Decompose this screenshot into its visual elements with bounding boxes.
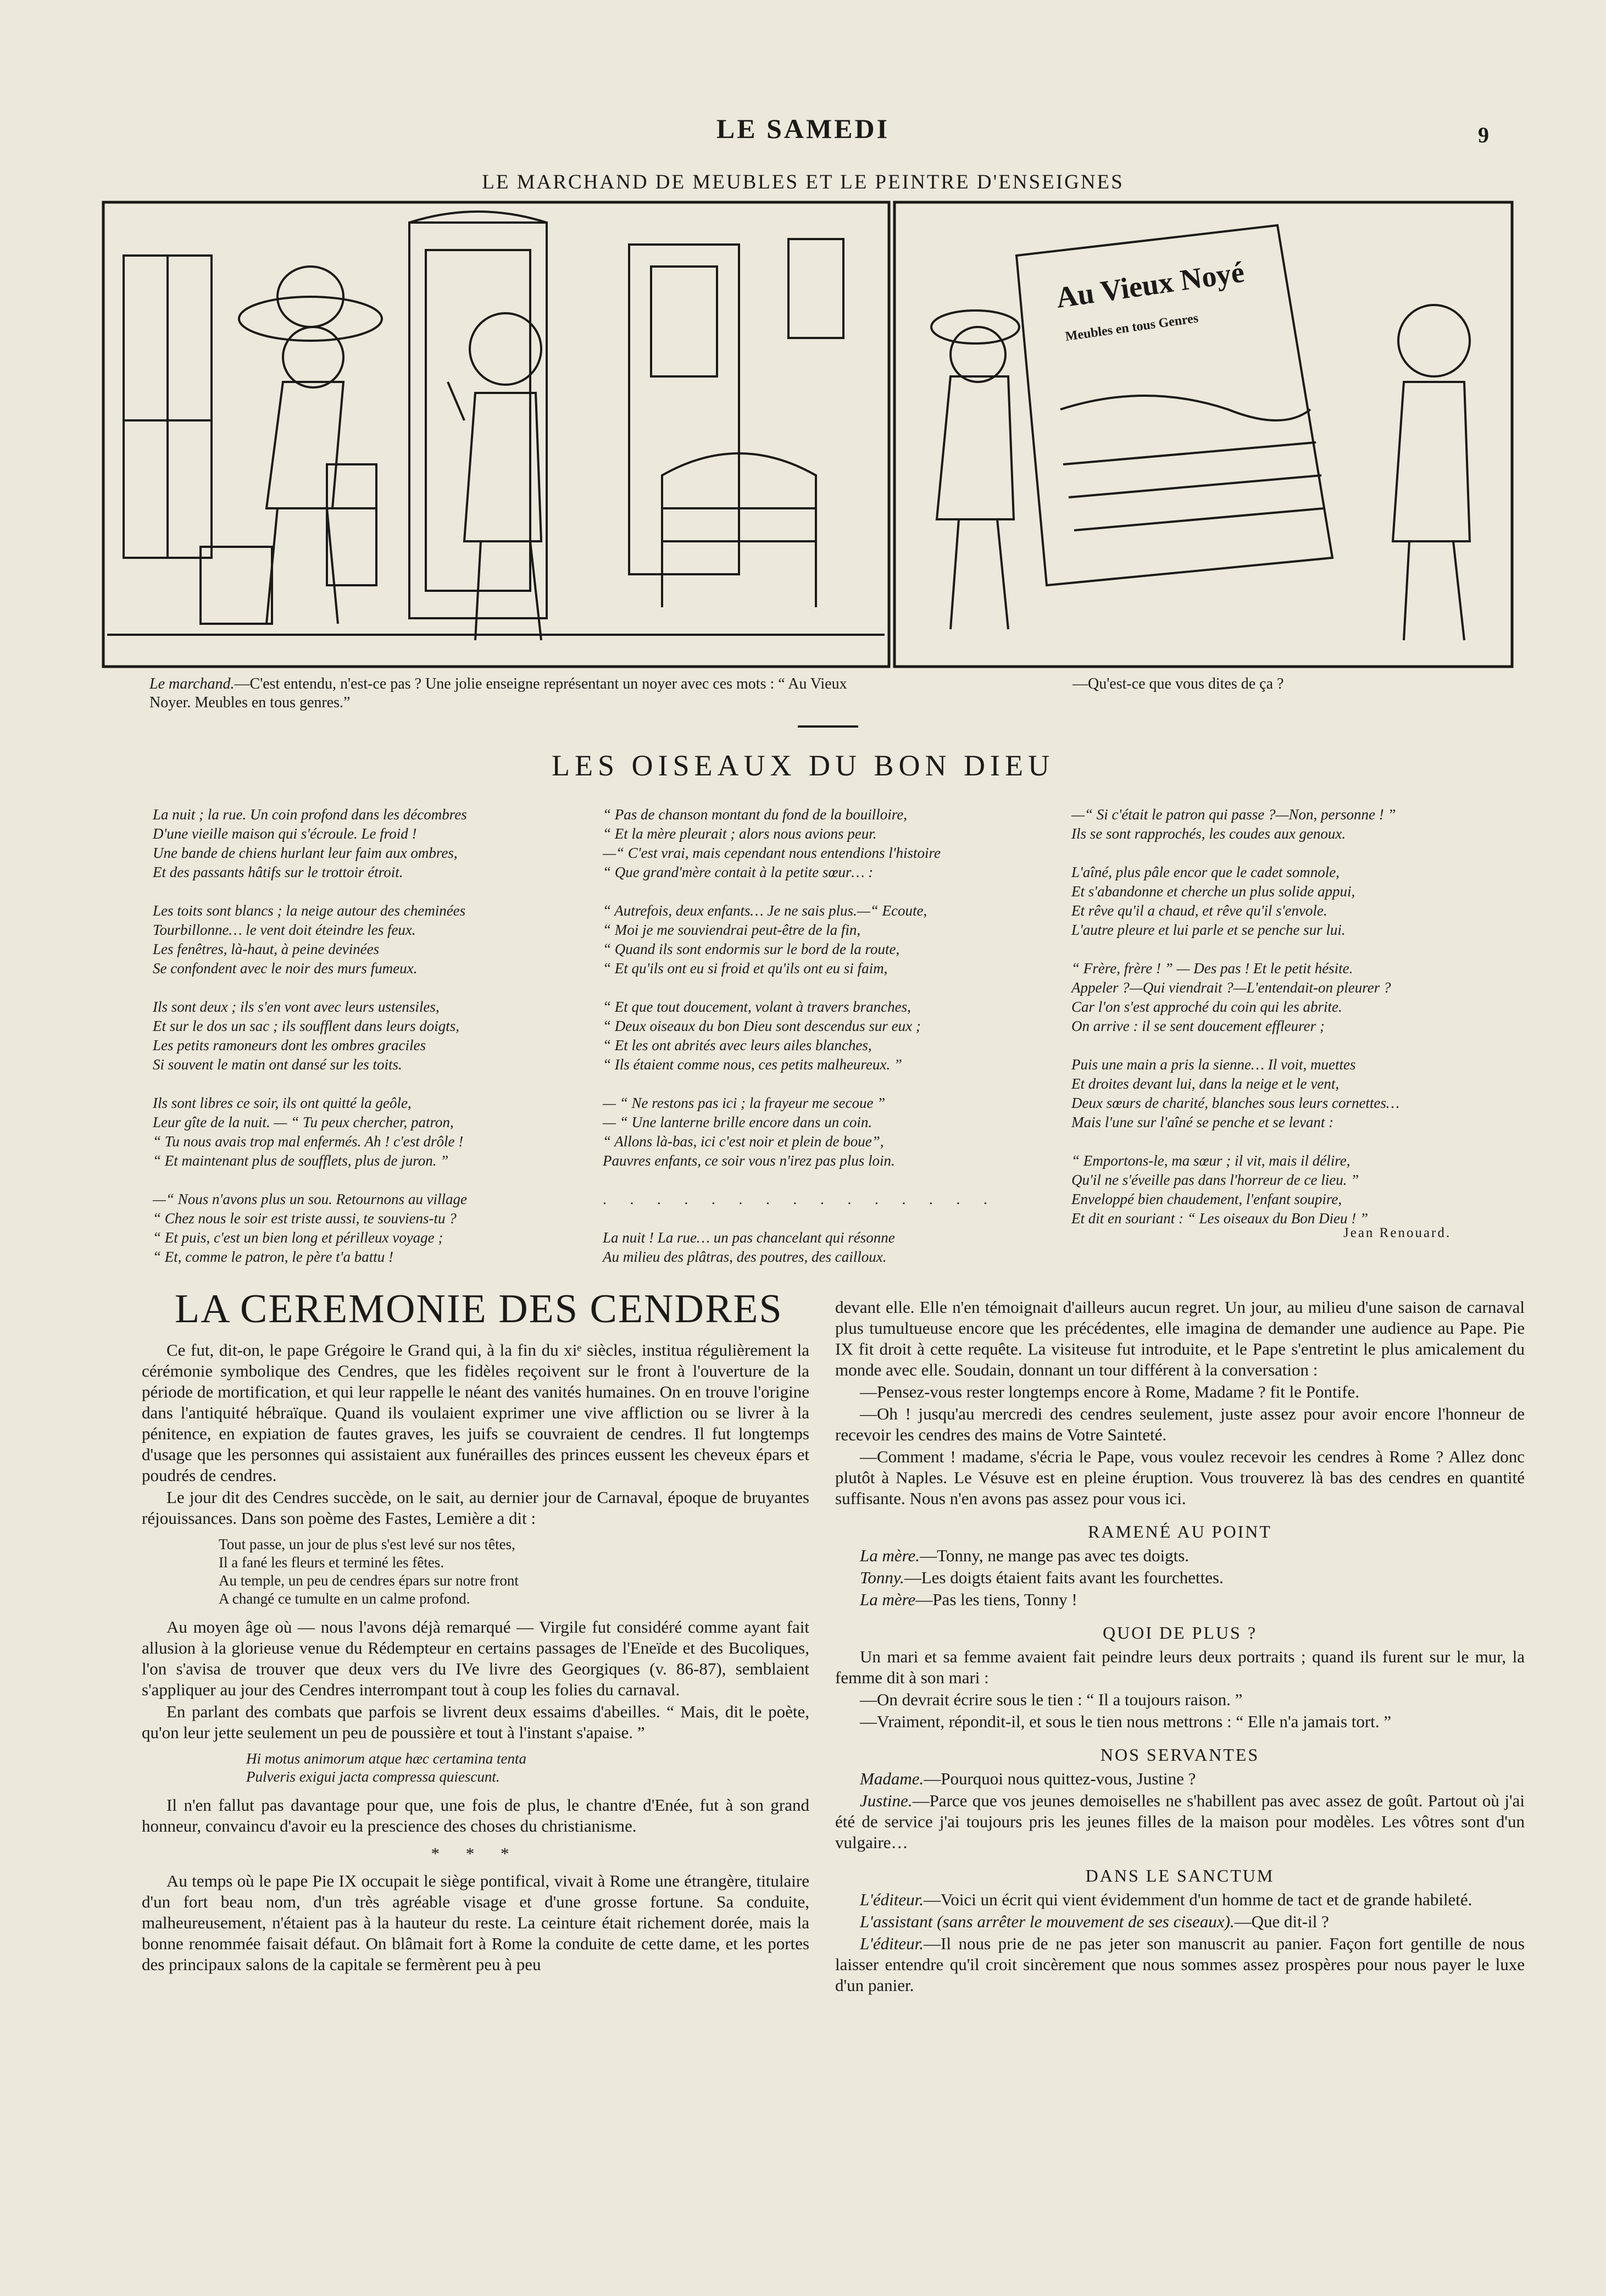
dialog-line: —Les doigts étaient faits avant les fourchettes. xyxy=(904,1568,1224,1587)
article-paragraph: Le jour dit des Cendres succède, on le sait, au dernier jour de Carnaval, époque de bruyantes réjouissances. Dans son poème des Fastes, Lemière a dit : xyxy=(142,1488,809,1528)
article-paragraph: Ce fut, dit-on, le pape Grégoire le Grand qui, à la fin du xiᵉ siècles, institua régulièrement la cérémonie symbolique des Cendres, que les fidèles reçoivent sur le front à l'ouverture de la période de mortification, et qui leur rappelle le néant des vanités humaines. On en trouve l'origine dans l'antiquité hébraïque. Quand ils voulaient exprimer une vive affliction ou se livrer à la pénitence, en expiation de fautes graves, les juifs se couvraient de cendres. Il fut longtemps d'usage que les personnes qui assistaient aux funérailles des princes eussent les cheveux épars et poudrés de cendres. xyxy=(142,1340,809,1485)
caption-left-text: —C'est entendu, n'est-ce pas ? Une jolie enseigne représentant un noyer avec ces mots : “ Au Vieux Noyer. Meubles en tous genres.” xyxy=(149,675,847,711)
dialog-line: —Voici un écrit qui vient évidemment d'un homme de tact et de grande habileté. xyxy=(924,1890,1472,1909)
poem-stanza: — “ Ne restons pas ici ; la frayeur me secoue ” — “ Une lanterne brille encore dans un coin. “ Allons là-bas, ici c'est noir et plein de boue”, Pauvres enfants, ce soir vous n'irez pas plus loin. xyxy=(603,1095,895,1169)
dialog-line: —Il nous prie de ne pas jeter son manuscrit au panier. Façon fort gentille de nous laisser entendre qu'il croit sincèrement que nous sommes assez prospères pour nous payer le luxe d'un panier. xyxy=(835,1934,1525,1995)
anecdote-paragraph: —On devrait écrire sous le tien : “ Il a toujours raison. ” xyxy=(860,1690,1243,1709)
dialog-speaker: Justine. xyxy=(860,1791,913,1810)
dialog-speaker: L'éditeur. xyxy=(860,1890,924,1909)
article-paragraph: —Comment ! madame, s'écria le Pape, vous voulez recevoir les cendres à Rome ? Allez donc plutôt à Naples. Le Vésuve est en pleine éruption. Vous trouverez là bas des cendres en quantité suffisante. Nous n'en avons pas assez pour vous ici. xyxy=(835,1447,1525,1508)
poem-stanza: “ Autrefois, deux enfants… Je ne sais plus.—“ Ecoute, “ Moi je me souviendrai peut-être de la fin, “ Quand ils sont endormis sur le bord de la route, “ Et qu'ils ont eu si froid et qu'ils ont eu si faim, xyxy=(603,902,927,977)
poem-stanza: Ils sont deux ; ils s'en vont avec leurs ustensiles, Et sur le dos un sac ; ils soufflent dans leurs doigts, Les petits ramoneurs dont les ombres graciles Si souvent le matin ont dansé sur les toits. xyxy=(153,999,460,1073)
anecdote-ramene-au-point xyxy=(835,1545,1525,1610)
dialog-speaker: L'assistant (sans arrêter le mouvement de ses ciseaux). xyxy=(860,1912,1235,1931)
dialog-speaker: La mère. xyxy=(860,1546,920,1565)
page-number: 9 xyxy=(1478,123,1489,147)
cartoon-title: LE MARCHAND DE MEUBLES ET LE PEINTRE D'ENSEIGNES xyxy=(482,171,1124,193)
article-paragraph: Au temps où le pape Pie IX occupait le siège pontifical, vivait à Rome une étrangère, titulaire d'un fort beau nom, d'un très agréable visage et d'une grosse fortune. Sa conduite, malheureusement, n'étaient pas à la hauteur du reste. La ceinture était richement dorée, mais la bonne renommée faisait défaut. On blâmait fort à Rome la conduite de cette dame, et les portes des principaux salons de la capitale se fermèrent peu à peu xyxy=(142,1871,809,1974)
article-paragraph: Il n'en fallut pas davantage pour que, une fois de plus, le chantre d'Enée, fut à son grand honneur, convaincu d'avoir eu la prescience des choses du christianisme. xyxy=(142,1795,809,1835)
cartoon-caption-right: —Qu'est-ce que vous dites de ça ? xyxy=(1072,675,1284,692)
masthead: LE SAMEDI xyxy=(716,113,890,144)
anecdote-title: NOS SERVANTES xyxy=(1100,1745,1260,1765)
poem-stanza: L'aîné, plus pâle encor que le cadet somnole, Et s'abandonne et cherche un plus solide appui, Et rêve qu'il a chaud, et rêve qu'il s'envole. L'autre pleure et lui parle et se penche sur lui. xyxy=(1071,864,1355,938)
poem-stanza: “ Emportons-le, ma sœur ; il vit, mais il délire, Qu'il ne s'éveille pas dans l'horreur de ce lieu. ” Enveloppé bien chaudement, l'enfant soupire, Et dit en souriant : “ Les oiseaux du Bon Dieu ! ” xyxy=(1071,1152,1368,1227)
anecdote-quoi-de-plus xyxy=(835,1646,1525,1732)
anecdote-dans-le-sanctum xyxy=(835,1889,1525,1996)
poem-column-3 xyxy=(1071,805,1527,1247)
poem-stanza: La nuit ; la rue. Un coin profond dans les décombres D'une vieille maison qui s'écroule. Le froid ! Une bande de chiens hurlant leur faim aux ombres, Et des passants hâtifs sur le trottoir étroit. xyxy=(153,806,467,880)
cartoon-panel-left xyxy=(103,202,889,667)
cartoon-caption-left xyxy=(149,675,864,712)
dialog-speaker: Tonny. xyxy=(860,1568,904,1587)
caption-left-speaker: Le marchand. xyxy=(149,675,235,692)
anecdote-paragraph: Un mari et sa femme avaient fait peindre leurs deux portraits ; quand ils furent sur le mur, la femme dit à son mari : xyxy=(835,1647,1525,1687)
sign-text-main: Au Vieux Noyé xyxy=(1054,255,1247,314)
section-stars: * * * xyxy=(431,1844,520,1863)
poem-column-1 xyxy=(153,805,587,1286)
article-column-left xyxy=(142,1340,809,1976)
dialog-line: —Pourquoi nous quittez-vous, Justine ? xyxy=(924,1769,1196,1788)
dialog-line: —Que dit-il ? xyxy=(1234,1912,1329,1931)
dialog-line: —Pas les tiens, Tonny ! xyxy=(915,1590,1077,1609)
poem-column-2 xyxy=(603,805,1059,1286)
sign-text-sub: Meubles en tous Genres xyxy=(1064,311,1199,344)
poem-stanza: “ Et que tout doucement, volant à travers branches, “ Deux oiseaux du bon Dieu sont descendus sur eux ; “ Et les ont abrités avec leurs ailes blanches, “ Ils étaient comme nous, ces petits malheureux. ” xyxy=(603,999,921,1073)
poem-stanza: “ Pas de chanson montant du fond de la bouilloire, “ Et la mère pleurait ; alors nous avions peur. —“ C'est vrai, mais cependant nous entendions l'histoire “ Que grand'mère contait à la petite sœur… : xyxy=(603,806,941,880)
dialog-line: —Tonny, ne mange pas avec tes doigts. xyxy=(920,1546,1190,1565)
anecdote-title: DANS LE SANCTUM xyxy=(1085,1866,1275,1885)
dialog-line: —Parce que vos jeunes demoiselles ne s'habillent pas avec assez de goût. Partout où j'ai été de service j'ai toujours pris les jeunes filles de la maison pour modèles. Les vôtres sont d'un vulgaire… xyxy=(835,1791,1525,1852)
cartoon-illustration xyxy=(102,201,1514,670)
article-paragraph: —Pensez-vous rester longtemps encore à Rome, Madame ? fit le Pontife. xyxy=(860,1382,1360,1401)
anecdote-paragraph: —Vraiment, répondit-il, et sous le tien nous mettrons : “ Elle n'a jamais tort. ” xyxy=(860,1712,1392,1731)
poem-stanza: La nuit ! La rue… un pas chancelant qui résonne Au milieu des plâtras, des poutres, des cailloux. xyxy=(603,1229,895,1265)
poem-stanza: Puis une main a pris la sienne… Il voit, muettes Et droites devant lui, dans la neige et le vent, Deux sœurs de charité, blanches sous leurs cornettes… Mais l'une sur l'aîné se penche et se levant : xyxy=(1071,1056,1399,1130)
article-paragraph: Au moyen âge où — nous l'avons déjà remarqué — Virgile fut considéré comme ayant fait allusion à la glorieuse venue du Rédempteur en certains passages de l'Eneïde et des Bucoliques, l'on s'avisa de trouver que deux vers du IVe livre des Georgiques (v. 86-87), semblaient s'appliquer au jour des Cendres interrompant tout à coup les folies du carnaval. xyxy=(142,1617,809,1699)
article-latin-quote: Hi motus animorum atque hæc certamina tenta Pulveris exigui jacta compressa quiescunt. xyxy=(246,1750,526,1785)
article-column-right xyxy=(835,1297,1525,1997)
dialog-speaker: L'éditeur. xyxy=(860,1934,924,1953)
poem-stanza: “ Frère, frère ! ” — Des pas ! Et le petit hésite. Appeler ?—Qui viendrait ?—L'entendait-on pleurer ? Car l'on s'est approché du coin qui les abrite. On arrive : il se sent doucement effleurer ; xyxy=(1071,960,1391,1034)
anecdote-nos-servantes xyxy=(835,1768,1525,1853)
poem-stanza: Les toits sont blancs ; la neige autour des cheminées Tourbillonne… le vent doit éteindre les feux. Les fenêtres, là-haut, à peine devinées Se confondent avec le noir des murs fumeux. xyxy=(153,902,466,977)
anecdote-title: QUOI DE PLUS ? xyxy=(1102,1623,1258,1643)
poem-ellipsis-dots: . . . . . . . . . . . . . . . xyxy=(603,1191,997,1207)
article-verse-quote: Tout passe, un jour de plus s'est levé sur nos têtes, Il a fané les fleurs et terminé les fêtes. Au temple, un peu de cendres épars sur notre front A changé ce tumulte en un calme profond. xyxy=(219,1536,519,1607)
dialog-speaker: La mère xyxy=(860,1590,916,1609)
poem-author: Jean Renouard. xyxy=(1343,1225,1452,1240)
dialog-speaker: Madame. xyxy=(860,1769,924,1788)
article-paragraph: devant elle. Elle n'en témoignait d'ailleurs aucun regret. Un jour, au milieu d'une saison de carnaval plus tumultueuse encore que les précédentes, elle imagina de demander une audience au Pape. Pie IX fit droit à cette requête. La visiteuse fut introduite, et le Pape s'entretint le plus amicalement du monde avec elle. Soudain, donnant un tour différent à la conversation : xyxy=(835,1297,1525,1379)
poem-stanza: —“ Nous n'avons plus un sou. Retournons au village “ Chez nous le soir est triste aussi, te souviens-tu ? “ Et puis, c'est un bien long et périlleux voyage ; “ Et, comme le patron, le père t'a battu ! xyxy=(153,1191,468,1265)
poem-title: LES OISEAUX DU BON DIEU xyxy=(552,749,1054,782)
section-divider xyxy=(798,725,858,728)
article-paragraph: —Oh ! jusqu'au mercredi des cendres seulement, juste assez pour avoir encore l'honneur de recevoir les cendres des mains de Votre Sainteté. xyxy=(835,1404,1525,1444)
cartoon-left-scene xyxy=(107,212,885,640)
poem-stanza: —“ Si c'était le patron qui passe ?—Non, personne ! ” Ils se sont rapprochés, les coudes aux genoux. xyxy=(1071,806,1396,842)
poem-stanza: Ils sont libres ce soir, ils ont quitté la geôle, Leur gîte de la nuit. — “ Tu peux chercher, patron, “ Tu nous avais trop mal enfermés. Ah ! c'est drôle ! “ Et maintenant plus de soufflets, plus de juron. ” xyxy=(153,1095,464,1169)
article-title: LA CEREMONIE DES CENDRES xyxy=(175,1286,783,1332)
anecdote-title: RAMENÉ AU POINT xyxy=(1088,1522,1272,1541)
article-paragraph: En parlant des combats que parfois se livrent deux essaims d'abeilles. “ Mais, dit le poète, qu'on leur jette seulement un peu de poussière et tout à l'instant s'apaise. ” xyxy=(142,1702,809,1742)
